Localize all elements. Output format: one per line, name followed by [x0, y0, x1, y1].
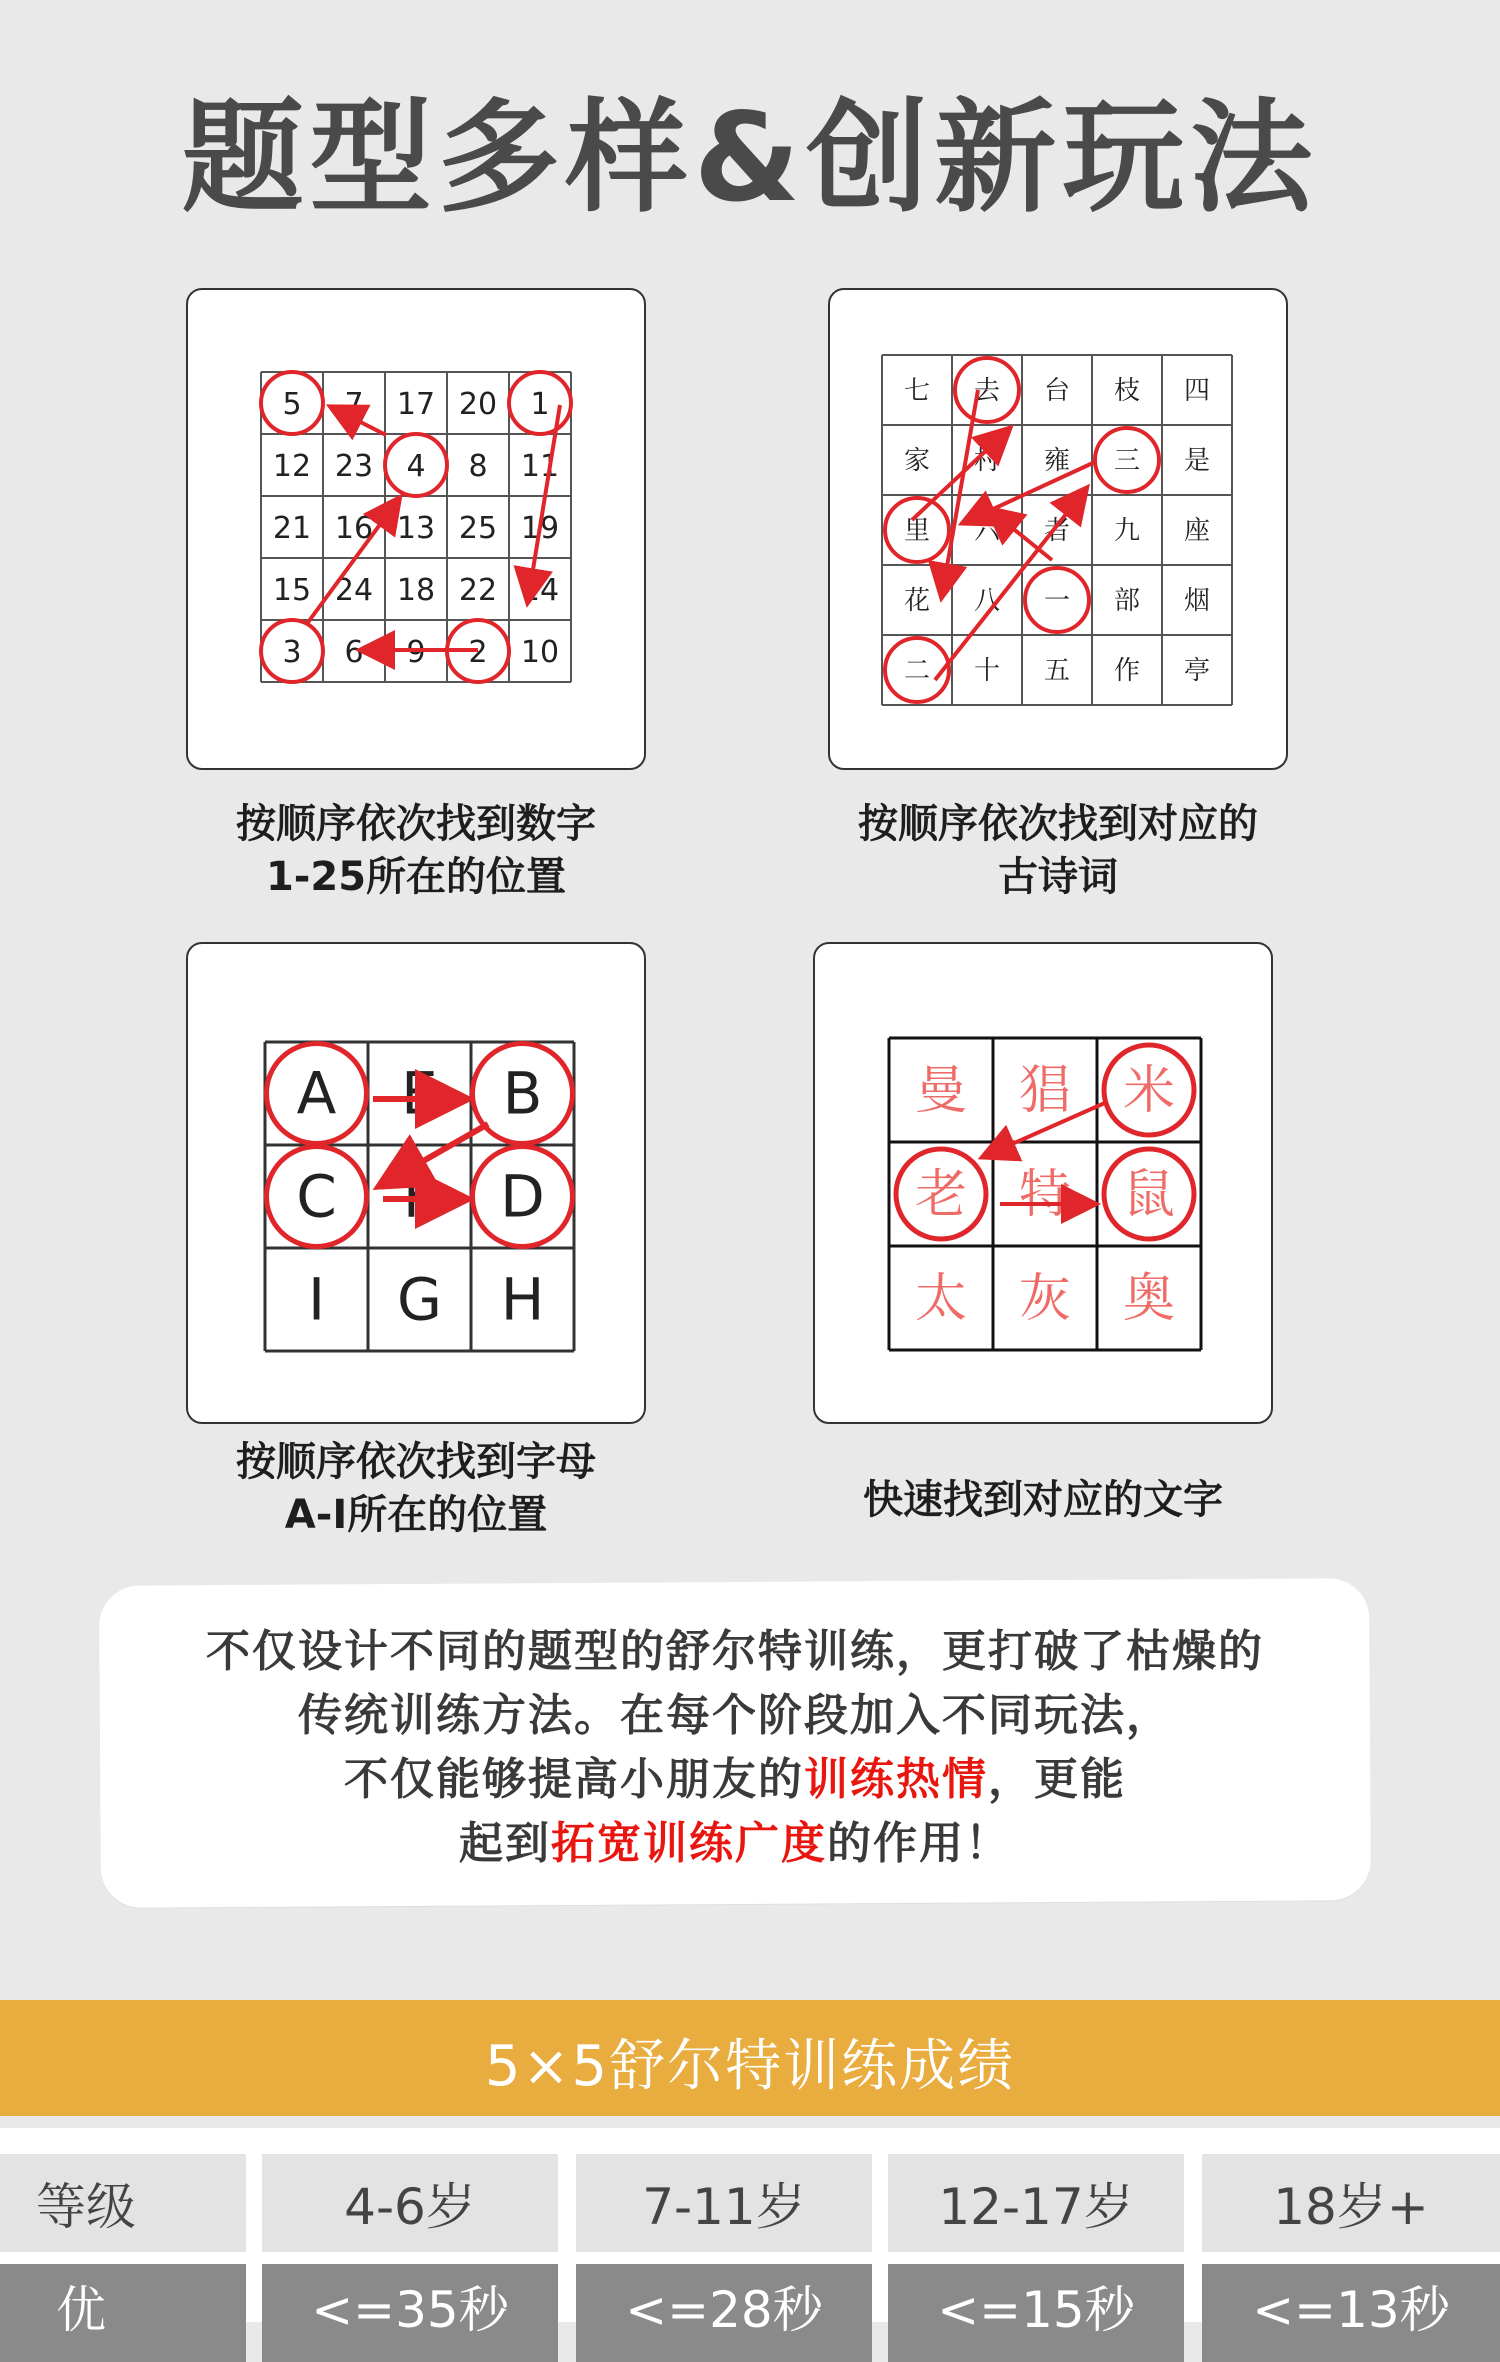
grid-cell-text: 17: [396, 387, 436, 422]
grid-cell-text: 老: [914, 1165, 968, 1225]
grid-cell-text: 3: [282, 635, 302, 670]
character-grid: [815, 944, 1275, 1426]
grid-cell-text: 八: [973, 586, 1001, 616]
grid-cell-text: 10: [520, 635, 560, 670]
grid-cell-text: 二: [903, 656, 931, 686]
grid-cell-text: 七: [903, 376, 931, 406]
grid-cell-text: E: [401, 1059, 438, 1128]
grid-cell-text: 村: [973, 446, 1001, 476]
caption-line1: 按顺序依次找到字母: [236, 1439, 596, 1485]
grid-cell-text: 6: [344, 635, 364, 670]
grid-cell-text: 太: [914, 1269, 968, 1329]
table-header-cell: 7-11岁: [576, 2154, 872, 2252]
grid-cell-text: 8: [468, 449, 488, 484]
description-line3: 不仅能够提高小朋友的训练热情，更能: [344, 1754, 1126, 1805]
poem-puzzle-caption: [828, 798, 1288, 904]
grid-cell-text: 九: [1113, 516, 1141, 546]
number-grid: [188, 290, 648, 772]
table-header-cell: 12-17岁: [888, 2154, 1184, 2252]
caption-line1: 按顺序依次找到对应的: [858, 801, 1258, 847]
grid-cell-text: B: [502, 1059, 543, 1128]
grid-cell-text: I: [307, 1265, 326, 1334]
letter-puzzle-caption: [186, 1436, 646, 1542]
grid-cell-text: 21: [272, 511, 312, 546]
table-header-cell: 18岁+: [1202, 2154, 1500, 2252]
number-puzzle-caption: [186, 798, 646, 904]
highlight-text: 拓宽训练广度: [551, 1818, 827, 1869]
grid-cell-text: 24: [334, 573, 374, 608]
grid-cell-text: 18: [396, 573, 436, 608]
grid-cell-text: 六: [973, 516, 1001, 546]
table-cell: <=28秒: [576, 2264, 872, 2362]
grid-cell-text: 三: [1113, 446, 1141, 476]
grid-cell-text: 曼: [914, 1061, 968, 1121]
table-cell: <=13秒: [1202, 2264, 1500, 2362]
grid-cell-text: 去: [973, 376, 1001, 406]
grid-cell-text: 2: [468, 635, 488, 670]
grid-cell-text: A: [296, 1059, 337, 1128]
grid-cell-text: 十: [973, 656, 1001, 686]
description-line4: 起到拓宽训练广度的作用！: [459, 1818, 1011, 1869]
table-cell: 优: [0, 2264, 246, 2362]
grid-cell-text: 5: [282, 387, 302, 422]
grid-cell-text: 19: [520, 511, 560, 546]
table-cell: <=35秒: [262, 2264, 558, 2362]
grid-cell-text: 一: [1043, 586, 1071, 616]
description-text: [100, 1620, 1370, 1876]
character-puzzle-caption: [813, 1474, 1273, 1527]
number-puzzle-card: [186, 288, 646, 770]
grid-cell-text: 是: [1183, 446, 1211, 476]
grid-cell-text: 7: [344, 387, 364, 422]
grid-cell-text: 4: [406, 449, 426, 484]
grid-cell-text: 猖: [1018, 1061, 1072, 1121]
poem-puzzle-card: [828, 288, 1288, 770]
grid-cell-text: 12: [272, 449, 312, 484]
score-table: [0, 2128, 1500, 2339]
grid-cell-text: D: [500, 1162, 545, 1231]
grid-cell-text: 五: [1043, 656, 1071, 686]
grid-cell-text: 23: [334, 449, 374, 484]
grid-cell-text: 家: [903, 446, 931, 476]
grid-cell-text: 部: [1113, 586, 1141, 616]
grid-cell-text: 者: [1043, 516, 1071, 546]
grid-cell-text: 13: [396, 511, 436, 546]
character-puzzle-card: [813, 942, 1273, 1424]
grid-cell-text: 11: [520, 449, 560, 484]
grid-cell-text: 花: [903, 586, 931, 616]
highlight-text: 训练热情: [804, 1754, 988, 1805]
grid-cell-text: 25: [458, 511, 498, 546]
grid-cell-text: G: [397, 1265, 442, 1334]
grid-cell-text: 鼠: [1122, 1165, 1176, 1225]
grid-cell-text: F: [402, 1162, 437, 1231]
caption-line2: 1-25所在的位置: [265, 854, 567, 900]
grid-cell-text: 台: [1043, 376, 1071, 406]
grid-cell-text: 16: [334, 511, 374, 546]
grid-cell-text: 奥: [1122, 1269, 1176, 1329]
letter-grid: [188, 944, 648, 1426]
grid-cell-text: 座: [1183, 516, 1211, 546]
grid-cell-text: 1: [530, 387, 550, 422]
grid-cell-text: 雍: [1043, 446, 1071, 476]
grid-cell-text: 15: [272, 573, 312, 608]
grid-cell-text: 里: [903, 516, 931, 546]
grid-cell-text: 米: [1122, 1061, 1176, 1121]
table-cell: <=15秒: [888, 2264, 1184, 2362]
grid-cell-text: H: [500, 1265, 545, 1334]
grid-cell-text: 20: [458, 387, 498, 422]
letter-puzzle-card: [186, 942, 646, 1424]
poem-grid: [830, 290, 1290, 772]
table-header-cell: 4-6岁: [262, 2154, 558, 2252]
page-title: 题型多样&创新玩法: [181, 87, 1319, 229]
caption-line2: A-I所在的位置: [284, 1492, 548, 1538]
score-banner-title: 5×5舒尔特训练成绩: [484, 2034, 1016, 2099]
caption-line1: 快速找到对应的文字: [863, 1477, 1223, 1523]
caption-line1: 按顺序依次找到数字: [236, 801, 596, 847]
description-line2: 传统训练方法。在每个阶段加入不同玩法，: [298, 1690, 1172, 1741]
grid-cell-text: 作: [1113, 656, 1141, 686]
table-header-cell: 等级: [0, 2154, 246, 2252]
grid-cell-text: 四: [1183, 376, 1211, 406]
grid-cell-text: 14: [520, 573, 560, 608]
grid-cell-text: 亭: [1183, 656, 1211, 686]
grid-cell-text: 枝: [1113, 376, 1141, 406]
grid-cell-text: 特: [1018, 1165, 1072, 1225]
caption-line2: 古诗词: [998, 854, 1118, 900]
grid-cell-text: 烟: [1183, 586, 1211, 616]
grid-cell-text: C: [296, 1162, 337, 1231]
grid-cell-text: 9: [406, 635, 426, 670]
description-line1: 不仅设计不同的题型的舒尔特训练，更打破了枯燥的: [206, 1626, 1264, 1677]
grid-cell-text: 22: [458, 573, 498, 608]
grid-cell-text: 灰: [1018, 1269, 1072, 1329]
